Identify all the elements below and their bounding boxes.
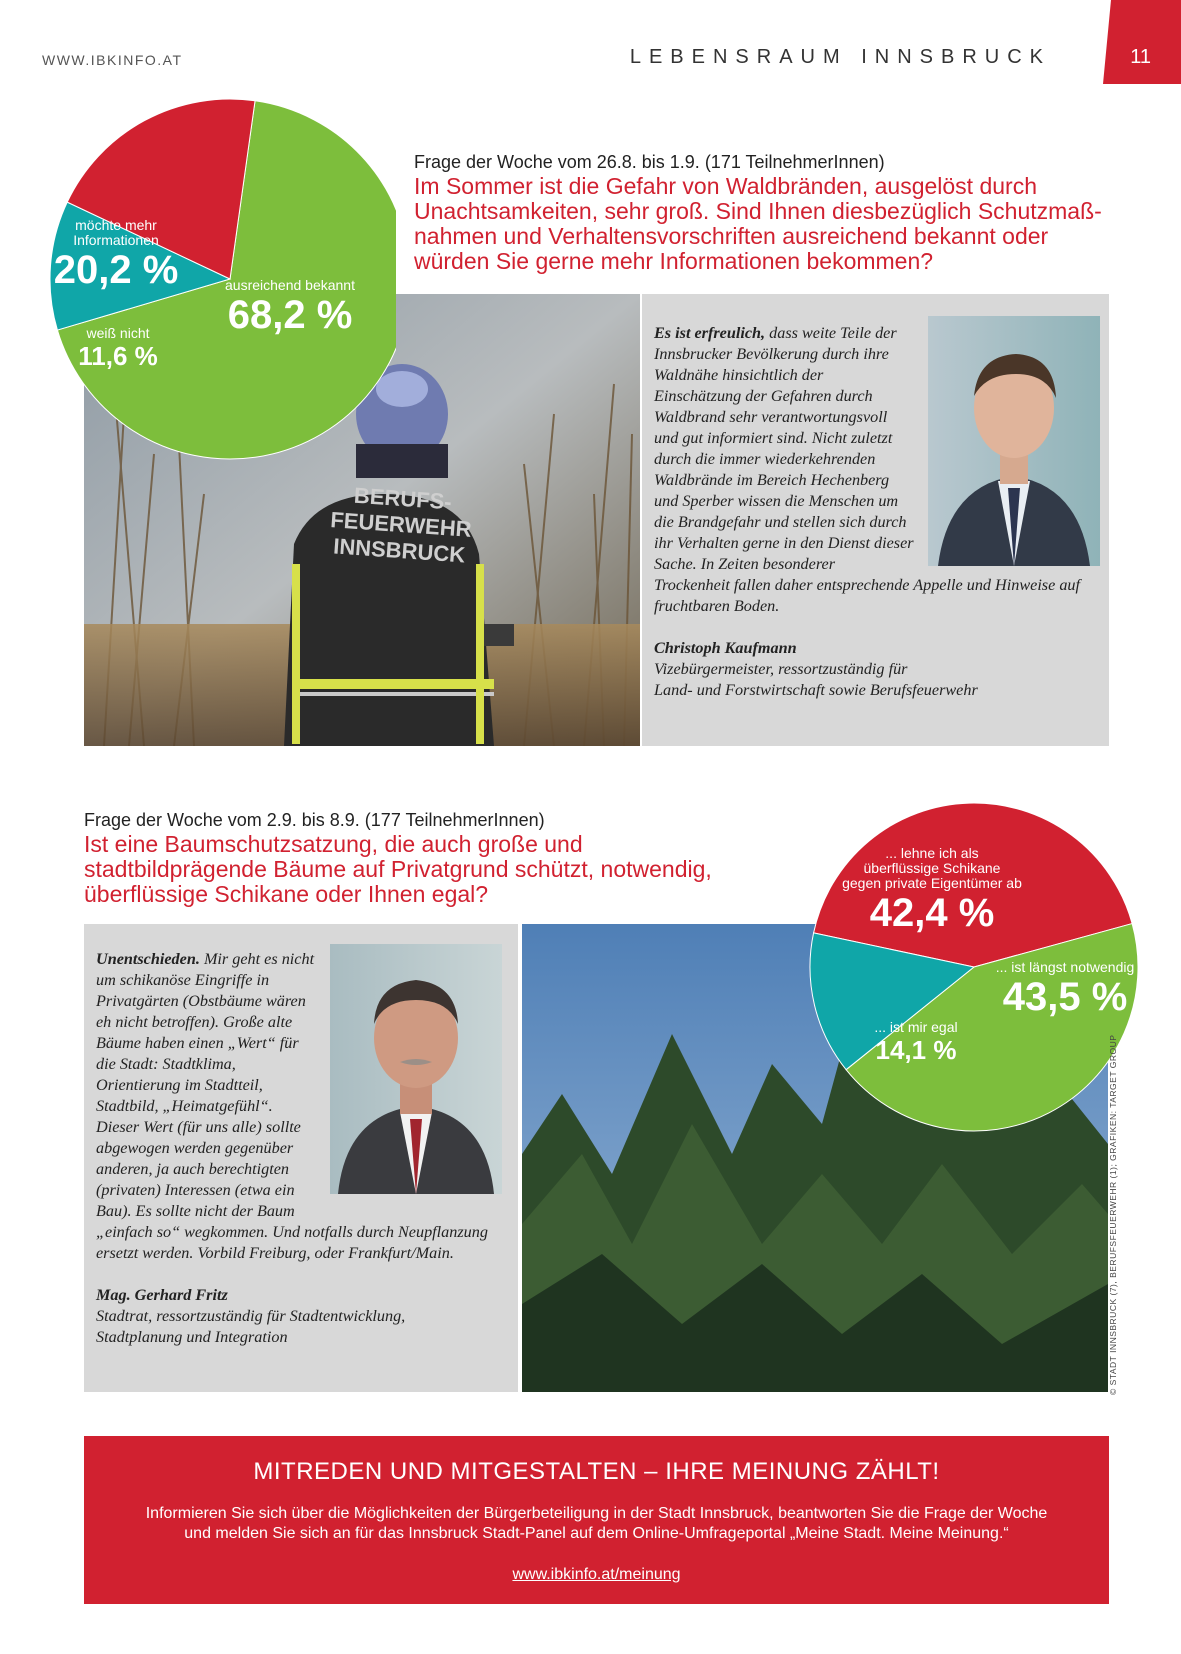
cta-text	[124, 1504, 1069, 1544]
pie1-label-weiss-nicht-text: weiß nicht	[86, 325, 150, 341]
cta-title: MITREDEN UND MITGESTALTEN – IHRE MEINUNG ZÄHLT!	[253, 1458, 940, 1485]
pie2-label-egal-text: ... ist mir egal	[874, 1019, 958, 1035]
author-kaufmann-role-1: Vizebürgermeister, ressortzuständig für	[654, 660, 908, 678]
page-number-tab	[1103, 0, 1181, 84]
cta-link[interactable]: www.ibkinfo.at/meinung	[512, 1566, 681, 1583]
author-kaufmann-role-2: Land- und Forstwirtschaft sowie Berufsfeuerwehr	[654, 681, 978, 699]
cta-text-line1: Informieren Sie sich über die Möglichkeiten der Bürgerbeteiligung in der Stadt Innsbruck, beantworten Sie die Frage der Woche	[145, 1505, 1048, 1522]
question1-meta: Frage der Woche vom 26.8. bis 1.9. (171 TeilnehmerInnen)	[414, 152, 885, 172]
page-number: 11	[1130, 46, 1151, 68]
pie1-value-weiss-nicht: 11,6 %	[78, 341, 158, 371]
pie1-label-bekannt	[218, 278, 362, 337]
question1-text-line3: nahmen und Verhaltensvorschriften ausreichend bekannt oder	[414, 223, 1049, 249]
pie1-label-informationen-line1: möchte mehr	[75, 217, 157, 233]
question2-meta: Frage der Woche vom 2.9. bis 8.9. (177 TeilnehmerInnen)	[84, 810, 545, 830]
pie2-label-schikane-line3: gegen private Eigentümer ab	[842, 875, 1022, 891]
photo-credit: © STADT INNSBRUCK (7), BERUFSFEUERWEHR (1); GRAFIKEN: TARGET GROUP	[1108, 1034, 1118, 1395]
question2-text-line1: Ist eine Baumschutzsatzung, die auch große und	[84, 831, 583, 857]
jacket-text-1: BERUFS-	[353, 482, 453, 515]
jacket-text-2: FEUERWEHR	[329, 507, 473, 542]
quote-fritz	[96, 949, 502, 1348]
pie2-value-egal: 14,1 %	[875, 1035, 957, 1065]
question2-text-line2: stadtbildprägende Bäume auf Privatgrund schützt, notwendig,	[84, 856, 712, 882]
author-fritz-role-1: Stadtrat, ressortzuständig für Stadtentwicklung,	[96, 1307, 406, 1325]
pie2-label-schikane-line1: ... lehne ich als	[885, 845, 979, 861]
author-fritz	[96, 1285, 502, 1348]
pie1-label-informationen-line2: Informationen	[73, 232, 159, 248]
quote-fritz-body: Mir geht es nicht um schikanöse Eingriffe in Privatgärten (Obstbäume wären eh nicht betroffen). Große alte Bäume haben einen „Wert“ für die Stadt: Stadtklima, Orientierung im Stadtteil, Stadtbild, „Heimatgefühl“. Dieser Wert (für uns alle) sollte abgewogen werden gegenüber anderen, ja auch berechtigten (privaten) Interessen (etwa ein Bau). Es sollte nicht der Baum „einfach so“ wegkommen. Und notfalls durch Neupflanzung ersetzt werden. Vorbild Freiburg, oder Frankfurt/Main.	[96, 950, 488, 1262]
question2-text-line3: überflüssige Schikane oder Ihnen egal?	[84, 881, 489, 907]
quote-fritz-lead: Unentschieden.	[96, 950, 200, 968]
pie2-value-notwendig: 43,5 %	[1002, 975, 1128, 1019]
question1-text-line1: Im Sommer ist die Gefahr von Waldbränden, ausgelöst durch	[414, 173, 1037, 199]
author-kaufmann-name: Christoph Kaufmann	[654, 639, 797, 657]
pie2-label-schikane-line2: überflüssige Schikane	[863, 860, 1001, 876]
pie1-value-bekannt: 68,2 %	[227, 293, 353, 337]
quote-kaufmann	[654, 323, 1100, 701]
cta-text-line2: und melden Sie sich an für das Innsbruck Stadt-Panel auf dem Online-Umfrageportal „Meine Stadt. Meine Meinung.“	[184, 1525, 1009, 1542]
pie1-value-informationen: 20,2 %	[53, 248, 179, 292]
jacket-text-3: INNSBRUCK	[332, 533, 466, 568]
pie1-label-informationen	[52, 218, 180, 292]
pie2-label-schikane	[836, 846, 1028, 935]
pie2-label-egal	[856, 1020, 976, 1065]
author-fritz-role-2: Stadtplanung und Integration	[96, 1328, 288, 1346]
author-fritz-name: Mag. Gerhard Fritz	[96, 1286, 228, 1304]
question2-text	[84, 832, 764, 907]
portrait-fritz	[330, 944, 502, 1194]
cta-box	[84, 1436, 1109, 1604]
quote-kaufmann-body: dass weite Teile der Innsbrucker Bevölkerung durch ihre Waldnähe hinsichtlich der Einschätzung der Gefahren durch Waldbrand sehr verantwortungsvoll und gut informiert sind. Nicht zuletzt durch die immer wiederkehrenden Waldbrände im Bereich Hechenberg und Sperber wissen die Menschen um die Brandgefahr und stellen sich durch ihr Verhalten gerne in den Dienst dieser Sache. In Zeiten besonderer Trockenheit fallen daher entsprechende Appelle und Hinweise auf fruchtbaren Boden.	[654, 324, 1081, 615]
section-title: LEBENSRAUM INNSBRUCK	[629, 46, 1051, 68]
site-url: WWW.IBKINFO.AT	[42, 52, 183, 68]
pie1-label-bekannt-text: ausreichend bekannt	[225, 277, 355, 293]
question1-text-line2: Unachtsamkeiten, sehr groß. Sind Ihnen diesbezüglich Schutzmaß-	[414, 198, 1102, 224]
pie2-value-schikane: 42,4 %	[869, 891, 995, 935]
pie1-label-weiss-nicht	[66, 326, 170, 371]
quote-kaufmann-lead: Es ist erfreulich,	[654, 324, 766, 342]
pie2-label-notwendig	[990, 960, 1140, 1019]
author-kaufmann	[654, 638, 1100, 701]
question1-text	[414, 174, 1114, 274]
portrait-kaufmann	[928, 316, 1100, 566]
question1-text-line4: würden Sie gerne mehr Informationen bekommen?	[414, 248, 934, 274]
pie2-label-notwendig-text: ... ist längst notwendig	[995, 959, 1135, 975]
jacket-lettering	[304, 479, 499, 570]
